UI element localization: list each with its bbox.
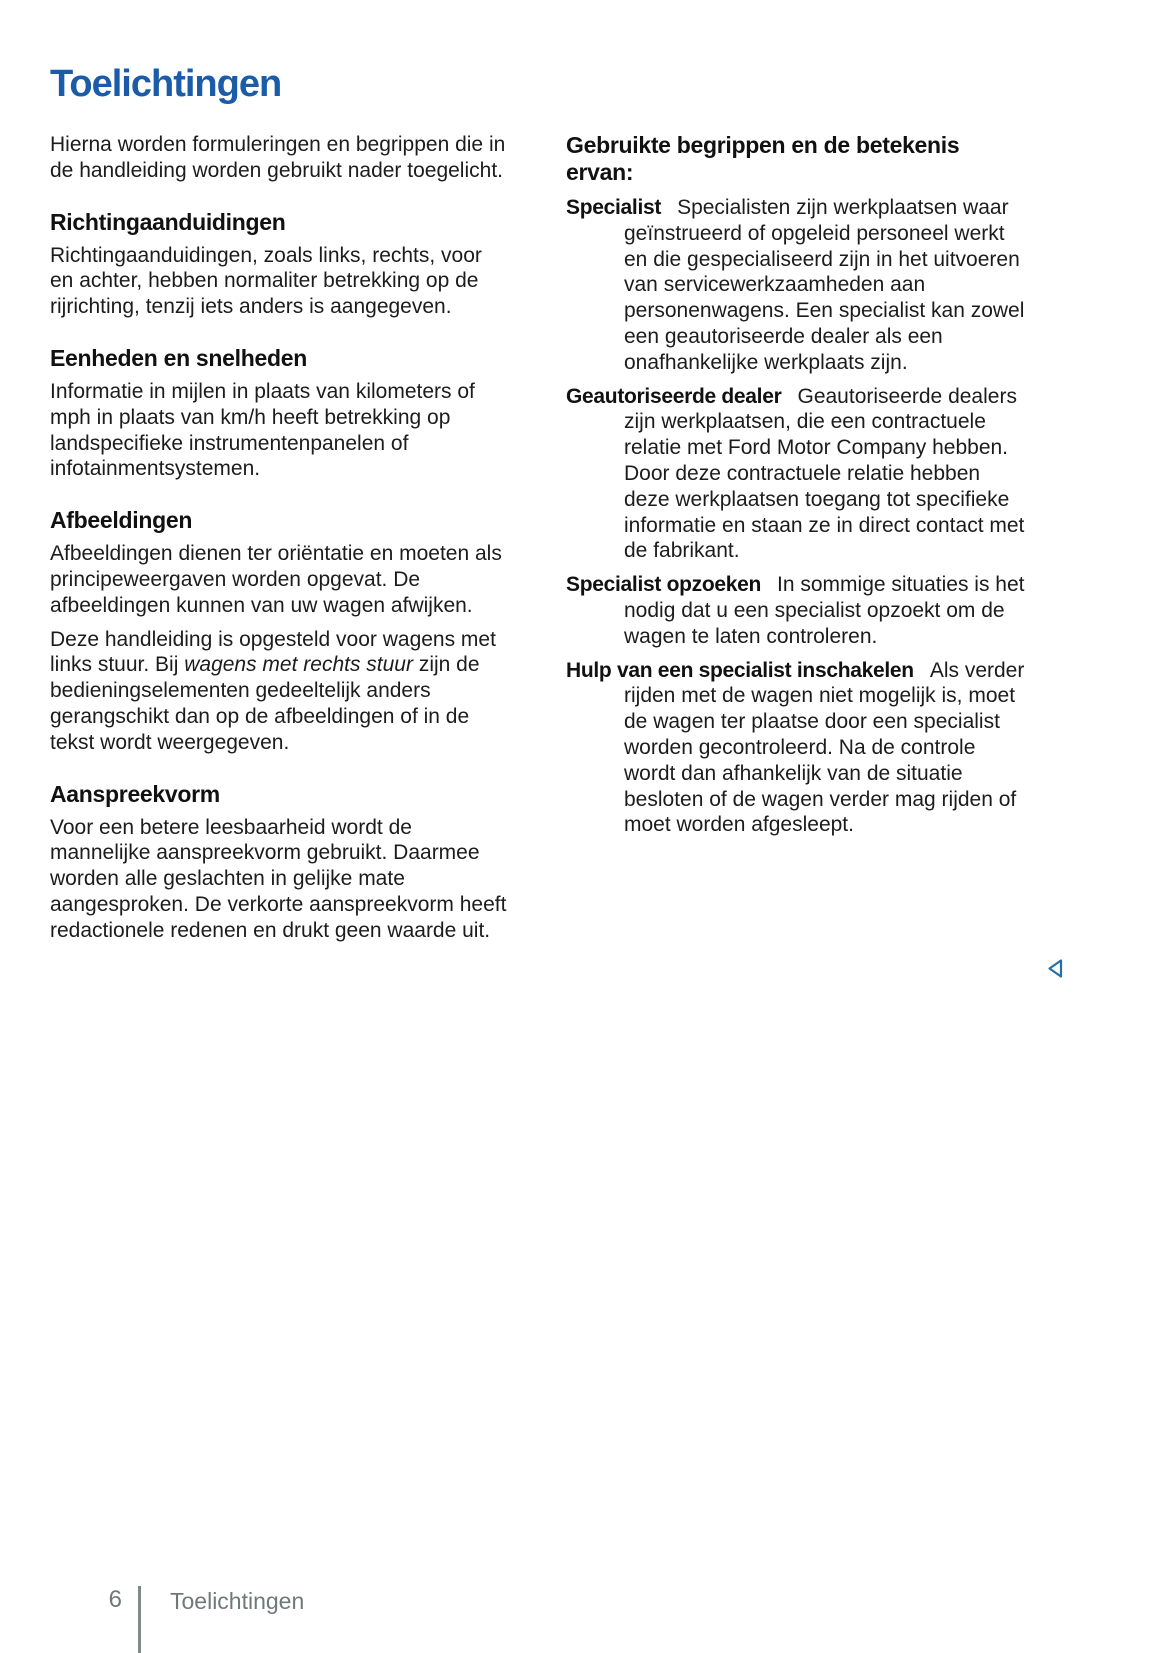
section-paragraph: Voor een betere leesbaarheid wordt de mannelijke aanspreekvorm gebruikt. Daarmee worden alle geslachten in gelijke mate aangesproken. De verkorte aanspreekvorm heeft redactionele redenen en drukt geen waarde uit. [50, 815, 507, 942]
two-column-layout [50, 132, 1026, 952]
definition-text: Als verder rijden met de wagen niet mogelijk is, moet de wagen ter plaatse door een specialist worden gecontroleerd. Na de controle wordt dan afhankelijk van de situatie besloten of de wagen verder mag rijden of moet worden afgesleept. [624, 658, 1025, 837]
definition-term: Hulp van een specialist inschakelen [566, 658, 914, 682]
definition-term: Specialist opzoeken [566, 573, 762, 597]
footer-chapter-title: Toelichtingen [170, 1588, 305, 1614]
section-paragraph: Informatie in mijlen in plaats van kilometers of mph in plaats van km/h heeft betrekking op landspecifieke instrumentenpanelen of infotainmentsystemen. [50, 379, 475, 481]
section-heading-aanspreekvorm: Aanspreekvorm [50, 780, 220, 807]
section-heading-afbeeldingen: Afbeeldingen [50, 507, 193, 534]
definition-text: Specialisten zijn werkplaatsen waar geïnstrueerd of opgeleid personeel werkt en die gespecialiseerd zijn in het uitvoeren van servicewerkzaamheden aan personenwagens. Een specialist kan zowel een geautoriseerde dealer als een onafhankelijke werkplaats zijn. [624, 196, 1025, 374]
footer-divider [138, 1586, 141, 1653]
definition-item-hulp-van-een-specialist [566, 658, 1026, 839]
intro-paragraph: Hierna worden formuleringen en begrippen die in de handleiding worden gebruikt nader toegelicht. [50, 133, 506, 182]
page-content [50, 62, 1026, 952]
definition-term: Geautoriseerde dealer [566, 384, 782, 408]
page-title: Toelichtingen [50, 63, 282, 105]
definition-term: Specialist [566, 196, 662, 219]
section-paragraph: Deze handleiding is opgesteld voor wagens met links stuur. Bij wagens met rechts stuur zijn de bedieningselementen gedeeltelijk anders gerangschikt dan op de afbeeldingen of in de tekst wordt weergegeven. [50, 627, 496, 754]
section-paragraph: Afbeeldingen dienen ter oriëntatie en moeten als principeweergaven worden opgevat. De afbeeldingen kunnen van uw wagen afwijken. [50, 542, 502, 617]
definition-text: In sommige situaties is het nodig dat u een specialist opzoekt om de wagen te laten controleren. [624, 573, 1025, 648]
section-heading-richtingaanduidingen: Richtingaanduidingen [50, 208, 286, 235]
left-column [50, 132, 510, 952]
footer-page-number: 6 [108, 1586, 122, 1613]
definition-text: Geautoriseerde dealers zijn werkplaatsen, die een contractuele relatie met Ford Motor Company hebben. Door deze contractuele relatie hebben deze werkplaatsen toegang tot specifieke informatie en staan ze in direct contact met de fabrikant. [624, 384, 1025, 563]
section-paragraph: Richtingaanduidingen, zoals links, rechts, voor en achter, hebben normaliter betrekking op de rijrichting, tenzij iets anders is aangegeven. [50, 243, 482, 319]
definition-item-specialist-opzoeken [566, 572, 1026, 649]
definition-item-specialist [566, 195, 1026, 376]
definition-item-geautoriseerde-dealer [566, 384, 1026, 565]
right-column [566, 132, 1026, 952]
section-end-triangle-icon [1046, 958, 1063, 979]
definitions-heading: Gebruikte begrippen en de betekenis ervan: [566, 132, 960, 185]
section-heading-eenheden-en-snelheden: Eenheden en snelheden [50, 344, 307, 371]
